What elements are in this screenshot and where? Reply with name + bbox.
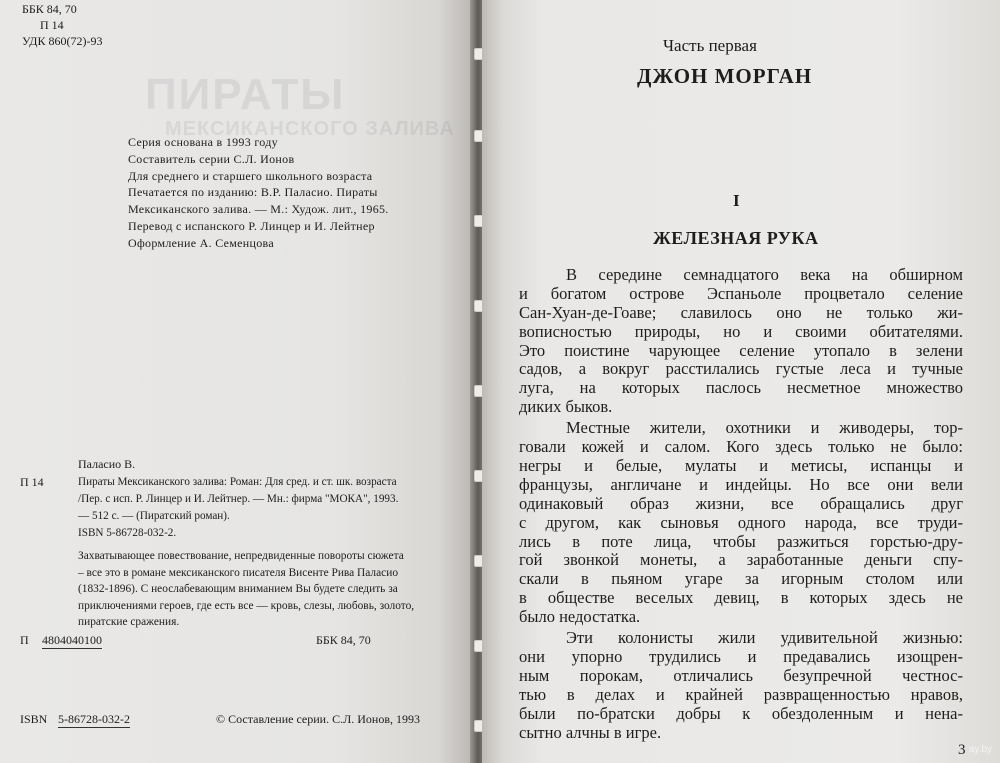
series-line: Мексиканского залива. — М.: Худож. лит., 1965.: [128, 202, 389, 217]
show-through-subtitle: МЕКСИКАНСКОГО ЗАЛИВА: [165, 118, 455, 140]
text-line: Эти колонисты жили удивительной жизнью:: [566, 628, 963, 647]
bib-line: — 512 с. — (Пиратский роман).: [78, 510, 230, 522]
text-line: с другом, как сыновья одного народа, все труди-: [519, 513, 963, 532]
text-line: лись в поте лица, чтобы разжиться горстью-дру-: [519, 532, 963, 551]
bib-description: [78, 474, 398, 542]
text-line: французы, англичане и индейцы. Но все они вели: [519, 475, 963, 494]
code-bbk: ББК 84, 70: [316, 633, 371, 647]
text-line: они упорно трудились и предавались изощрен-: [519, 647, 963, 666]
annotation: [78, 548, 414, 631]
text-line: были по-братски добры к обездоленным и нена-: [519, 704, 963, 723]
show-through-title: ПИРАТЫ: [145, 70, 346, 119]
annotation-line: – все это в романе мексиканского писателя Висенте Рива Паласио: [78, 566, 399, 579]
text-line: Местные жители, охотники и живодеры, тор-: [566, 418, 963, 437]
text-line: диких быков.: [519, 397, 613, 416]
text-line: тью в делах и крайней развращенностью нравов,: [519, 685, 963, 704]
text-line: садов, а вокруг расстилались густые леса и тучные: [519, 359, 963, 378]
series-line: Составитель серии С.Л. Ионов: [128, 151, 295, 166]
chapter-title: ЖЕЛЕЗНАЯ РУКА: [653, 228, 819, 248]
series-info: [128, 134, 389, 252]
text-line: ным порокам, отличались безупречной честнос-: [519, 666, 963, 685]
text-line: Это поистине чарующее селение утопало в зелени: [519, 341, 963, 360]
text-line: вописностью природы, но и своими обитателями.: [519, 322, 963, 341]
annotation-line: Захватывающее повествование, непредвиденные повороты сюжета: [78, 550, 404, 562]
part-title: ДЖОН МОРГАН: [637, 64, 813, 88]
text-line: В середине семнадцатого века на обширном: [566, 265, 963, 284]
code-value: 4804040100: [42, 633, 102, 647]
text-line: негры и белые, мулаты и метисы, испанцы и: [519, 456, 963, 475]
left-page: [0, 0, 476, 763]
chapter-number: I: [733, 191, 740, 210]
series-line: Оформление А. Семенцова: [128, 235, 274, 250]
annotation-line: пиратские сражения.: [78, 616, 180, 628]
isbn-label: ISBN: [20, 712, 48, 726]
text-line: одинаковый образ жизни, все обращались друг: [519, 494, 963, 513]
page-number: 3: [958, 742, 966, 758]
watermark: ay.by: [968, 744, 992, 755]
annotation-line: (1832-1896). С неослабевающим вниманием Вы будете следить за: [78, 583, 398, 595]
text-line: и богатом острове Эспаньоле процветало селение: [519, 284, 963, 303]
code-prefix: П: [20, 633, 29, 647]
bib-author: Паласио В.: [78, 457, 136, 471]
text-line: сытно алчны в игре.: [519, 723, 662, 742]
text-line: было недостатка.: [519, 607, 641, 626]
text-line: скали в пьяном угаре за игорным столом или: [519, 569, 963, 588]
text-line: луга, на которых паслось несметное множество: [519, 378, 963, 397]
copyright: © Составление серии. С.Л. Ионов, 1993: [216, 712, 420, 726]
series-line: Печатается по изданию: В.Р. Паласио. Пираты: [128, 185, 378, 200]
series-line: Для среднего и старшего школьного возраста: [128, 168, 373, 183]
bib-index: П 14: [20, 475, 44, 489]
catalog-udk: УДК 860(72)-93: [22, 34, 103, 48]
bib-line: Пираты Мексиканского залива: Роман: Для сред. и ст. шк. возраста: [78, 476, 397, 488]
text-line: Сан-Хуан-де-Гоаве; славилось оно не только жи-: [519, 303, 963, 322]
bib-line: ISBN 5-86728-032-2.: [78, 527, 177, 539]
text-line: в обществе веселых девиц, в которых здесь не: [519, 588, 963, 607]
isbn-value: 5-86728-032-2: [58, 712, 130, 726]
text-line: говали кожей и салом. Кого здесь только не было:: [519, 437, 963, 456]
series-line: Перевод с испанского Р. Линцер и И. Лейтнер: [128, 218, 375, 233]
bib-line: /Пер. с исп. Р. Линцер и И. Лейтнер. — Мн.: фирма "МОКА", 1993.: [78, 493, 399, 505]
text-line: гой звонкой монеты, а заработанные деньги спу-: [519, 550, 963, 569]
catalog-bbk: ББК 84, 70: [22, 2, 77, 16]
series-line: Серия основана в 1993 году: [128, 135, 278, 149]
catalog-index: П 14: [40, 18, 64, 32]
annotation-line: приключениями героев, где есть все — кровь, слезы, любовь, золото,: [78, 599, 415, 612]
part-label: Часть первая: [663, 36, 757, 55]
